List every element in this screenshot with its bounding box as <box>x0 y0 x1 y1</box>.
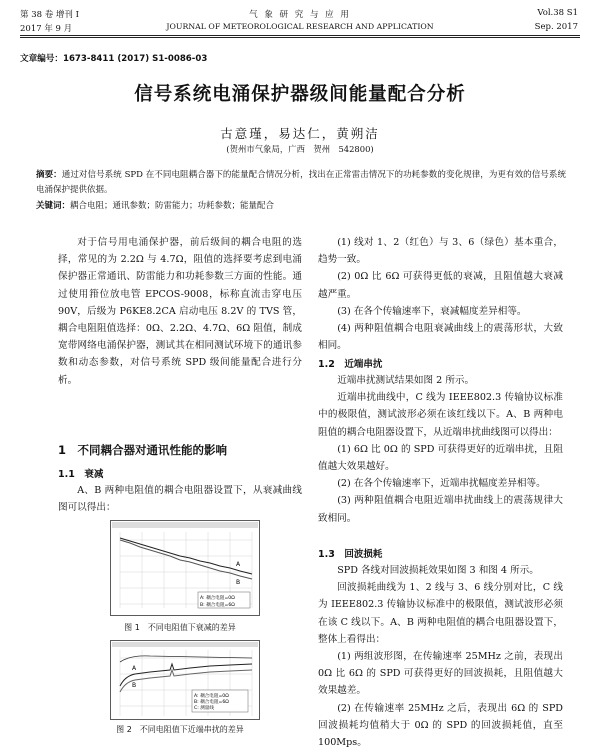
right-column-part-1: (1) 线对 1、2（红色）与 3、6（绿色）基本重合，趋势一致。 (2) 0Ω 比 6Ω 可获得更低的衰减，且阻值越大衰减越严重。 (3) 在各个传输速率下，衰减幅度差异相等。 (4) 两种阻值耦合电阻衰减曲线上的震荡形状，大致相同。 <box>318 237 563 352</box>
keywords-text: 耦合电阻；通讯参数；防雷能力；功耗参数；能量配合 <box>70 201 275 211</box>
abstract <box>36 168 566 198</box>
header-volume: 第 38 卷 增刊 Ⅰ <box>20 10 79 20</box>
fig1-legend-a: A: 耦合电阻=0Ω <box>200 596 235 601</box>
affiliation: (贺州市气象局，广西 贺州 542800) <box>226 144 374 154</box>
fig2-legend-c: C: 测量线 <box>194 706 214 711</box>
paper-title: 信号系统电涌保护器级间能量配合分析 <box>134 84 466 105</box>
section-1-3-heading: 1.3 回波损耗 <box>318 549 383 560</box>
header-rule <box>20 35 580 36</box>
header-journal-cn: 气 象 研 究 与 应 用 <box>249 10 351 20</box>
figure-2-caption: 图 2 不同电阻值下近端串扰的差异 <box>116 725 244 734</box>
abstract-text: 通过对信号系统 SPD 在不同电阻耦合器下的能量配合情况分析，找出在正常雷击情况下的功耗参数的变化规律，为更有效的信号系统电涌保护提供依据。 <box>36 170 566 195</box>
fig2-title-bar <box>112 642 258 647</box>
figure-2-near-end-crosstalk <box>110 640 260 720</box>
fig1-legend-b: B: 耦合电阻=6Ω <box>200 603 235 608</box>
figure-1-caption: 图 1 不同电阻值下衰减的差异 <box>124 623 236 632</box>
fig1-label-a: A <box>236 561 241 568</box>
section-1-2-heading: 1.2 近端串扰 <box>318 359 383 370</box>
authors: 古意瑾，易达仁，黄朔洁 <box>220 126 380 141</box>
keywords <box>36 199 566 214</box>
header-journal-en: JOURNAL OF METEOROLOGICAL RESEARCH AND APPLICATION <box>166 22 434 31</box>
section-1-1-text: A、B 两种电阻值的耦合电阻器设置下，从衰减曲线图可以得出： <box>58 485 302 514</box>
header-rule-thin <box>20 37 580 38</box>
section-1-heading: 1 不同耦合器对通讯性能的影响 <box>58 443 227 457</box>
section-1-3-text: SPD 各线对回波损耗效果如图 3 和图 4 所示。 回波损耗曲线为 1、2 线与 3、6 线分别对比，C 线为 IEEE802.3 传输协议标准中的极限值，测试波形必须在该 C 线以下。A、B 两种电阻值的耦合电阻器设置下，整体上看得出： (1) 两组波形图，在传输速率 25MHz 之前，表现出 0Ω 比 6Ω 的 SPD 可获得更好的回波损耗，且阻值越大效果越差。 (2) 在传输速率 25MHz 之后，表现出 6Ω 的 SPD 回波损耗均值稍大于 0Ω 的 SPD 的回波损耗值，直至 100Mps。 <box>318 565 563 749</box>
section-1-1-heading: 1.1 衰减 <box>58 469 104 480</box>
fig2-label-a: A <box>132 665 137 672</box>
article-number: 文章编号：1673-8411 (2017) S1-0086-03 <box>20 54 208 64</box>
header-date-en: Sep. 2017 <box>534 22 578 32</box>
fig1-title-bar <box>112 522 258 528</box>
fig2-label-b: B <box>132 682 137 689</box>
figure-1-attenuation <box>110 520 260 616</box>
fig2-legend-b: B: 耦合电阻=6Ω <box>194 700 229 705</box>
abstract-label: 摘要： <box>36 170 62 180</box>
intro-paragraph: 对于信号用电涌保护器，前后级间的耦合电阻的选择，常见的为 2.2Ω 与 4.7Ω，阻值的选择要考虑到电涌保护器正常通讯、防雷能力和功耗参数三方面的性能。通过使用箝位放电管 EPCOS-9008，标称直流击穿电压 90V，后级为 P6KE8.2CA 启动电压 8.2V 的 TVS 管，耦合电阻阻值选择：0Ω、2.2Ω、4.7Ω、6Ω 阻值，制成宽带网络电涌保护器，测试其在相同测试环境下的通讯参数和动态参数，对信号系统 SPD 级间能量配合进行分析。 <box>58 237 302 386</box>
header-vol-en: Vol.38 S1 <box>537 8 578 18</box>
section-1-2-text: 近端串扰测试结果如图 2 所示。 近端串扰曲线中，C 线为 IEEE802.3 传输协议标准中的极限值，测试波形必须在该红线以下。A、B 两种电阻值的耦合电阻器设置下，从近端串扰曲线图可以得出： (1) 6Ω 比 0Ω 的 SPD 可获得更好的近端串扰，且阻值越大效果越好。 (2) 在各个传输速率下，近端串扰幅度差异相等。 (3) 两种阻值耦合电阻近端串扰曲线上的震荡规律大致相同。 <box>318 375 563 524</box>
keywords-label: 关键词： <box>36 201 71 211</box>
fig1-label-b: B <box>236 579 241 586</box>
header-date-cn: 2017 年 9 月 <box>20 24 73 34</box>
fig2-legend-a: A: 耦合电阻=0Ω <box>194 694 229 699</box>
